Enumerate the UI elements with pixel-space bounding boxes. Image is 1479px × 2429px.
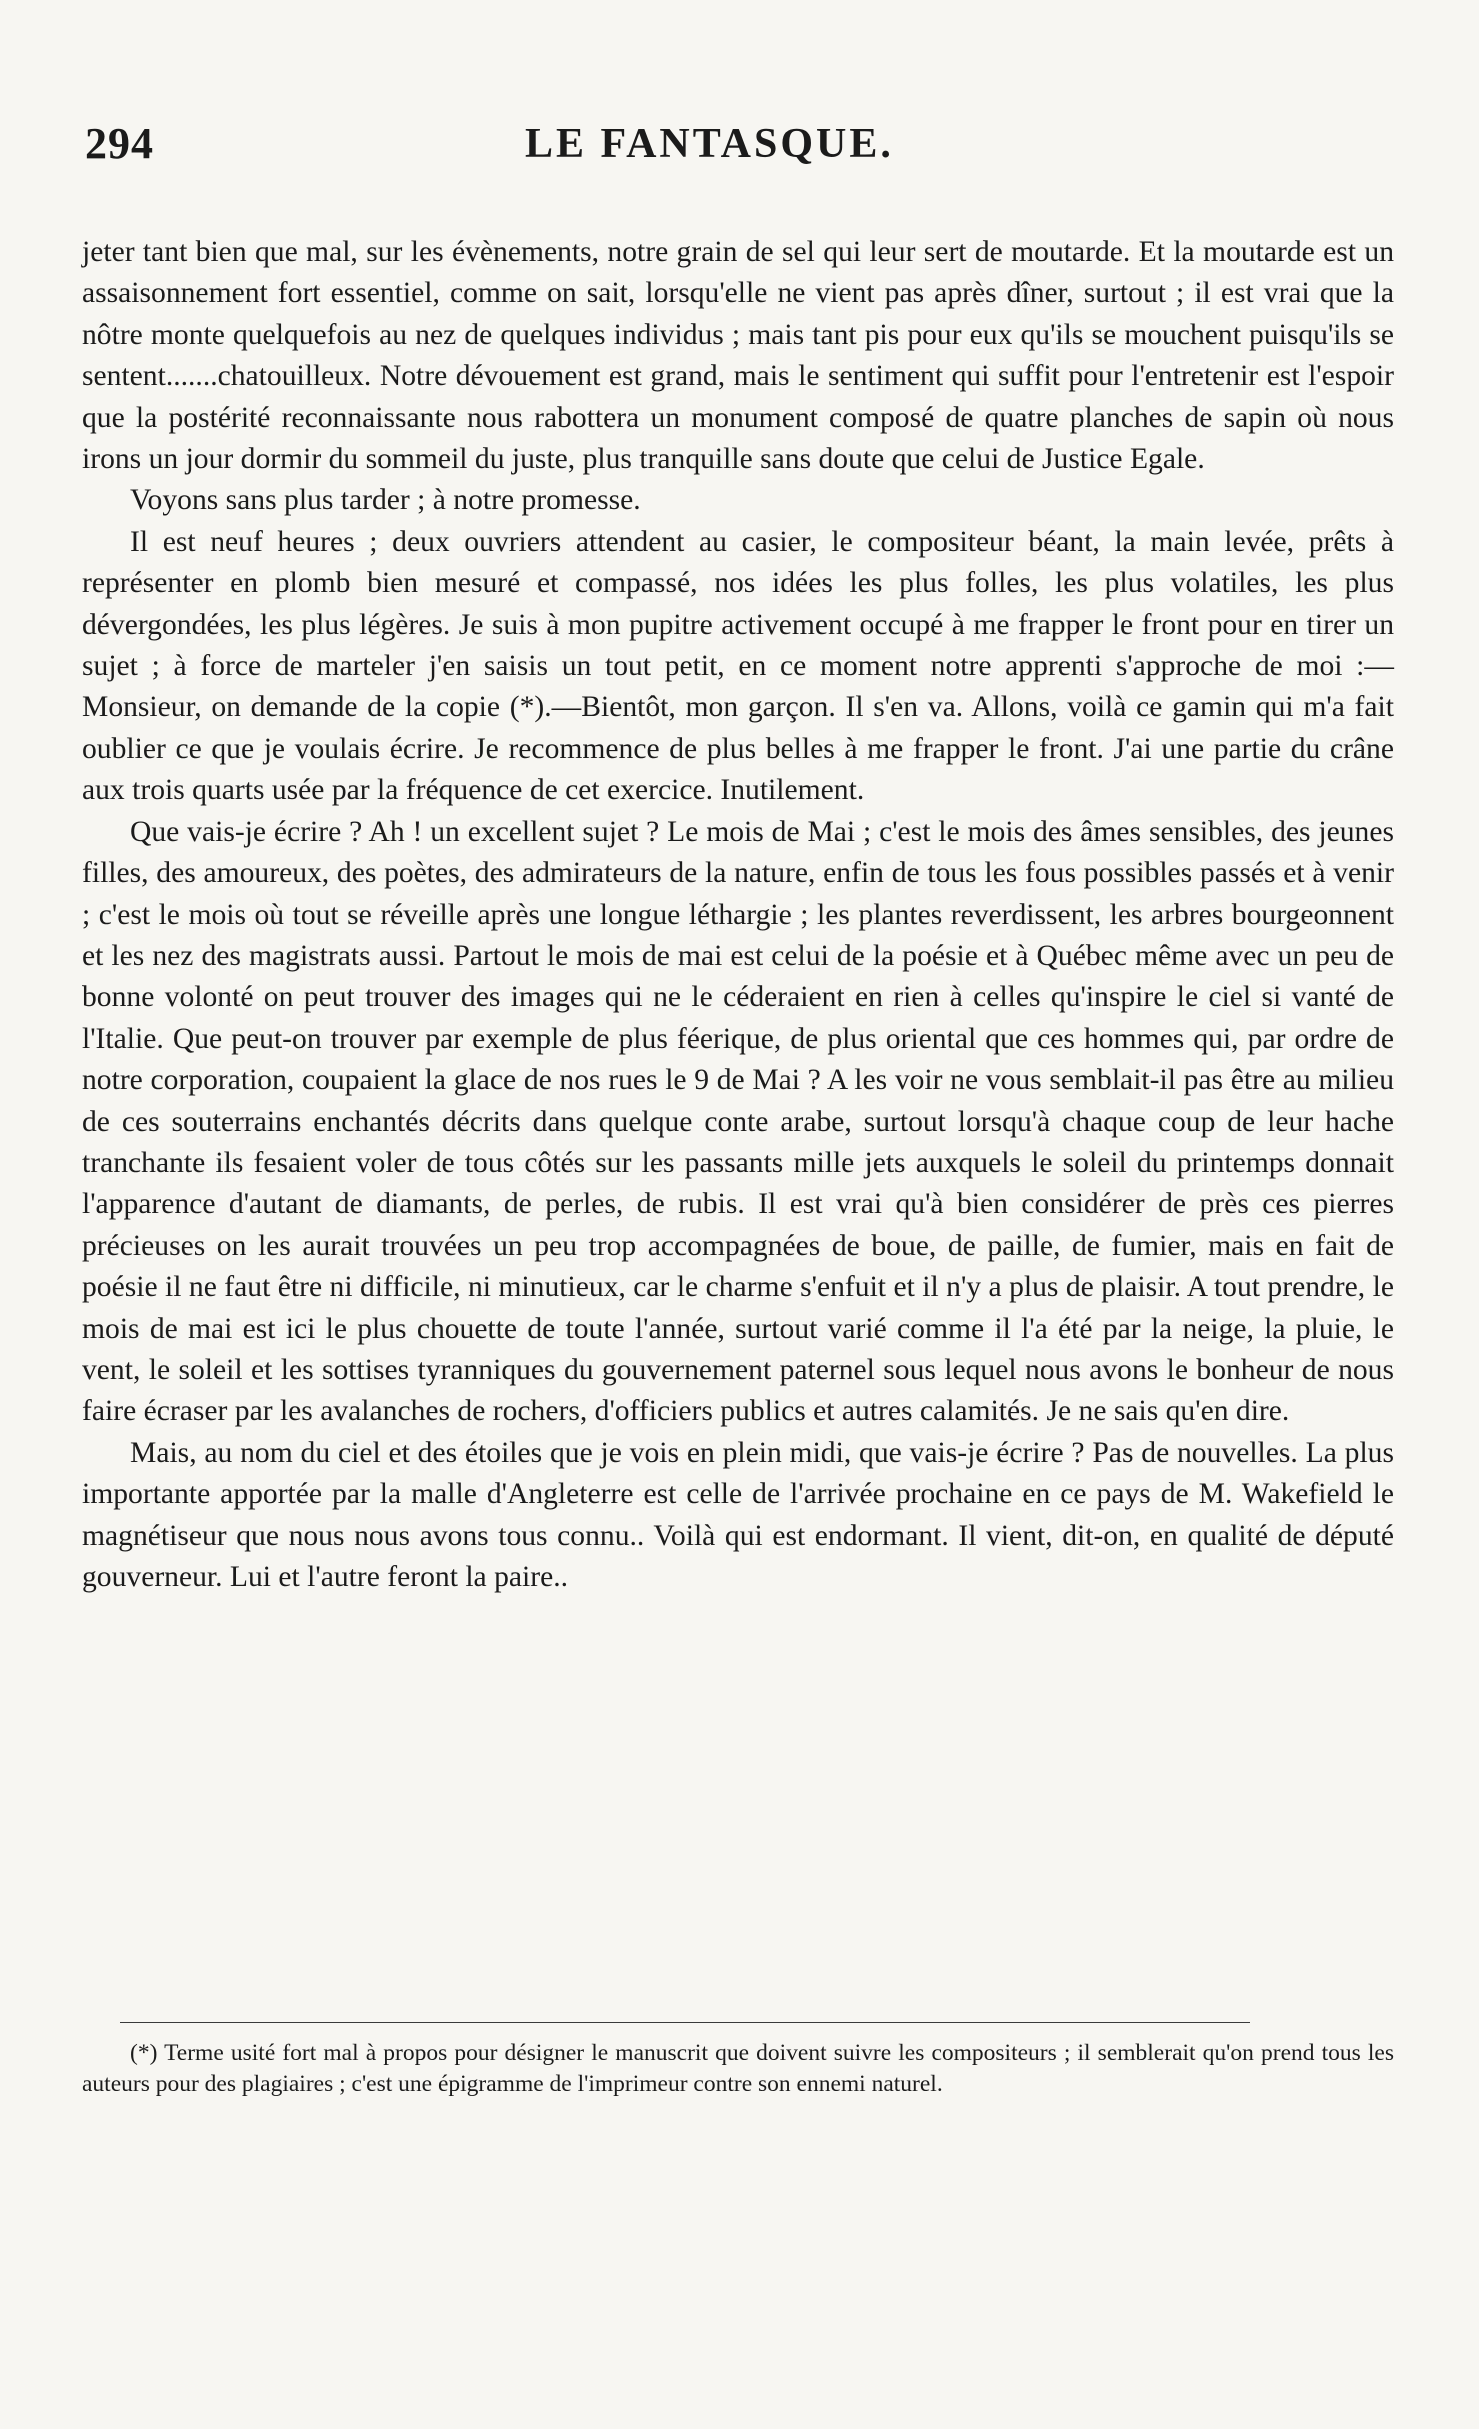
paragraph: Mais, au nom du ciel et des étoiles que je vois en plein midi, que vais-je écrire ? Pas de nouvelles. La plus importante apportée par la malle d'Angleterre est celle de l'arrivée prochaine en ce pays de M. Wakefield le magnétiseur que nous nous avons tous connu.. Voilà qui est endormant. Il vient, dit-on, en qualité de député gouverneur. Lui et l'autre feront la paire.. [82,1436,1394,1593]
footnote [82,2038,1394,2100]
journal-title: LE FANTASQUE. [525,121,894,167]
footnote-text: (*) Terme usité fort mal à propos pour désigner le manuscrit que doivent suivre les compositeurs ; il semblerait qu'on prend tous les auteurs pour des plagiaires ; c'est une épigramme de l'imprimeur contre son ennemi naturel. [82,2040,1394,2097]
paragraph: Voyons sans plus tarder ; à notre promesse. [130,484,641,517]
paragraph: Il est neuf heures ; deux ouvriers attendent au casier, le compositeur béant, la main levée, prêts à représenter en plomb bien mesuré et compassé, nos idées les plus folles, les plus volatiles, les plus dévergondées, les plus légères. Je suis à mon pupitre activement occupé à me frapper le front pour en tirer un sujet ; à force de marteler j'en saisis un tout petit, en ce moment notre apprenti s'approche de moi :—Monsieur, on demande de la copie (*).—Bientôt, mon garçon. Il s'en va. Allons, voilà ce gamin qui m'a fait oublier ce que je voulais écrire. Je recommence de plus belles à me frapper le front. J'ai une partie du crâne aux trois quarts usée par la fréquence de cet exercice. Inutilement. [82,525,1394,807]
paragraph: Que vais-je écrire ? Ah ! un excellent sujet ? Le mois de Mai ; c'est le mois des âmes sensibles, des jeunes filles, des amoureux, des poètes, des admirateurs de la nature, enfin de tous les fous possibles passés et à venir ; c'est le mois où tout se réveille après une longue léthargie ; les plantes reverdissent, les arbres bourgeonnent et les nez des magistrats aussi. Partout le mois de mai est celui de la poésie et à Québec même avec un peu de bonne volonté on peut trouver des images qui ne le céderaient en rien à celles qu'inspire le ciel si vanté de l'Italie. Que peut-on trouver par exemple de plus féerique, de plus oriental que ces hommes qui, par ordre de notre corporation, coupaient la glace de nos rues le 9 de Mai ? A les voir ne vous semblait-il pas être au milieu de ces souterrains enchantés décrits dans quelque conte arabe, surtout lorsqu'à chaque coup de leur hache tranchante ils fesaient voler de tous côtés sur les passants mille jets auxquels le soleil du printemps donnait l'apparence d'autant de diamants, de perles, de rubis. Il est vrai qu'à bien considérer de près ces pierres précieuses on les aurait trouvées un peu trop accompagnées de boue, de paille, de fumier, mais en fait de poésie il ne faut être ni difficile, ni minutieux, car le charme s'enfuit et il n'y a plus de plaisir. A tout prendre, le mois de mai est ici le plus chouette de toute l'année, surtout varié comme il l'a été par la neige, la pluie, le vent, le soleil et les sottises tyranniques du gouvernement paternel sous lequel nous avons le bonheur de nous faire écraser par les avalanches de rochers, d'officiers publics et autres calamités. Je ne sais qu'en dire. [82,815,1394,1428]
footnote-divider [120,2022,1250,2023]
article-body [82,232,1394,1598]
page-number: 294 [85,119,154,168]
paragraph: jeter tant bien que mal, sur les évènements, notre grain de sel qui leur sert de moutarde. Et la moutarde est un assaisonnement fort essentiel, comme on sait, lorsqu'elle ne vient pas après dîner, surtout ; il est vrai que la nôtre monte quelquefois au nez de quelques individus ; mais tant pis pour eux qu'ils se mouchent puisqu'ils se sentent.......chatouilleux. Notre dévouement est grand, mais le sentiment qui suffit pour l'entretenir est l'espoir que la postérité reconnaissante nous rabottera un monument composé de quatre planches de sapin où nous irons un jour dormir du sommeil du juste, plus tranquille sans doute que celui de Justice Egale. [82,236,1394,476]
running-head [85,118,1005,178]
